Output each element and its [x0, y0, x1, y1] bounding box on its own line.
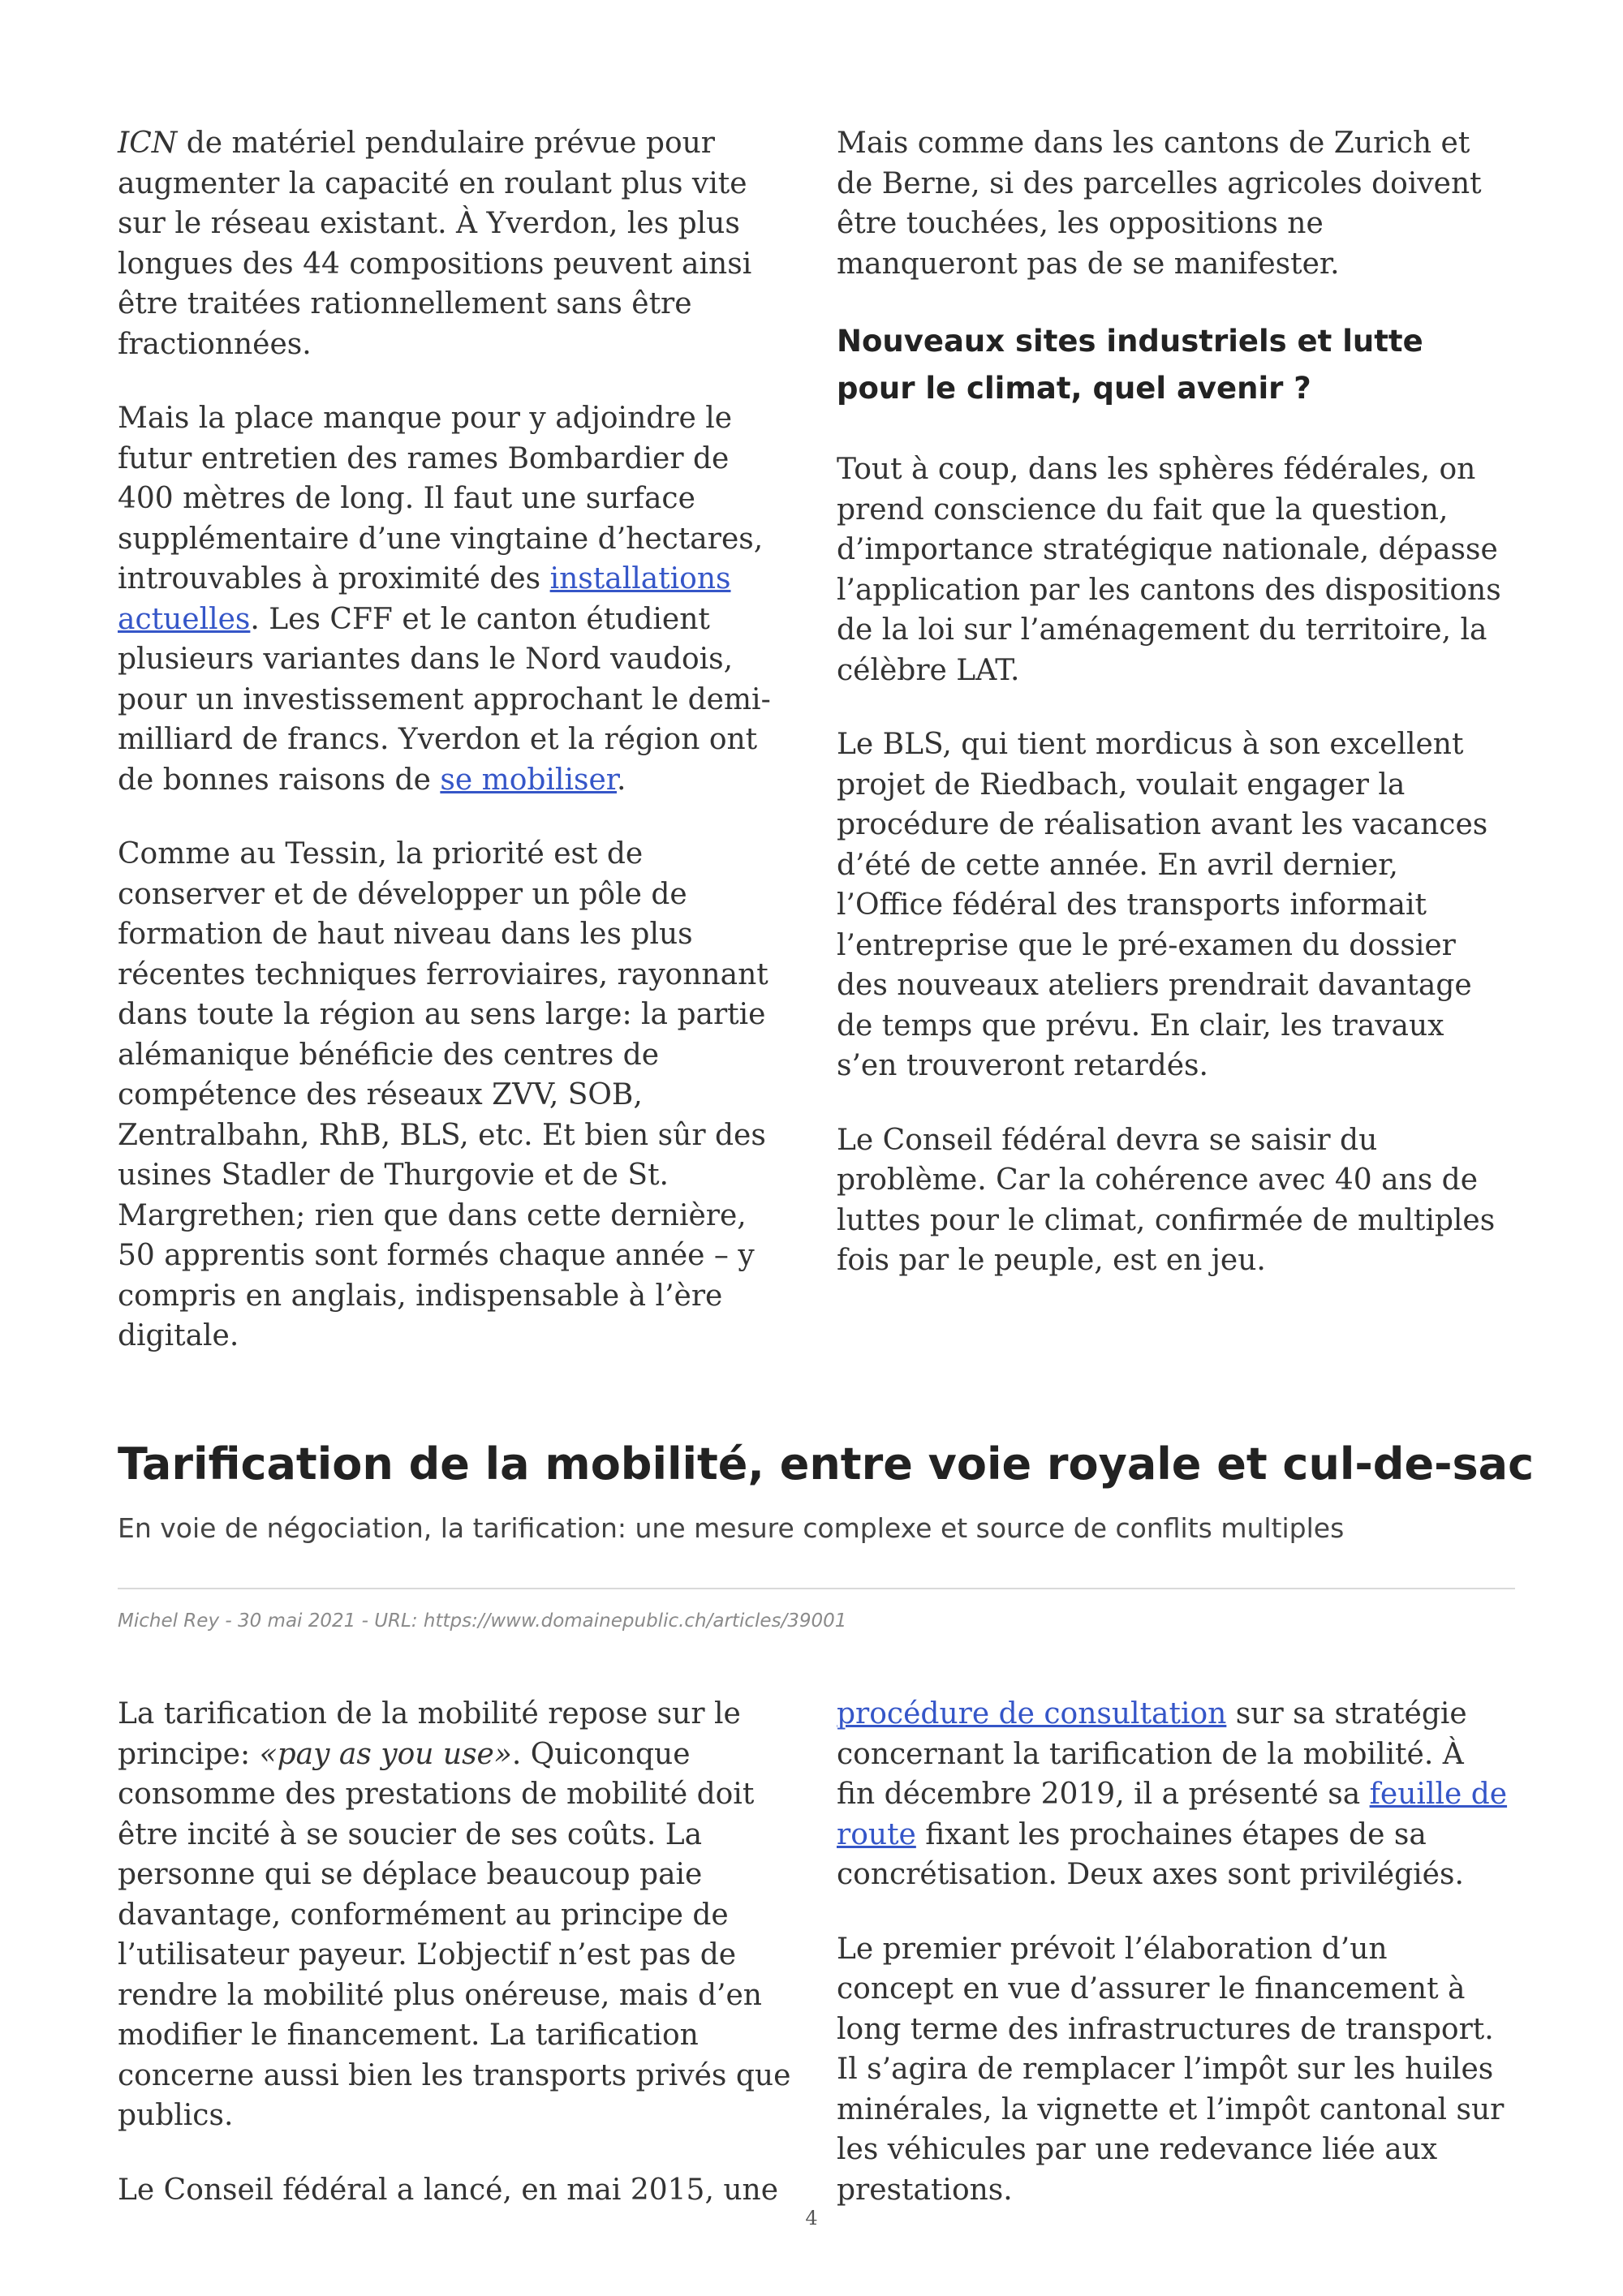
- paragraph-text: sur sa stratégie concernant la tarification de la mobilité. À fin décembre 2019, il a présenté sa: [837, 1697, 1467, 1811]
- se-mobiliser-link[interactable]: se mobiliser: [440, 763, 617, 797]
- article-title: Tarification de la mobilité, entre voie royale et cul-de-sac: [118, 1438, 1535, 1490]
- article-right-column: [837, 1694, 1510, 2210]
- header-divider: [118, 1588, 1515, 1589]
- paragraph-text: La tarification de la mobilité repose sur le principe:: [118, 1697, 741, 1771]
- article-left-column: [118, 1694, 791, 2210]
- paragraph-text: fixant les prochaines étapes de sa concrétisation. Deux axes sont privilégiés.: [837, 1817, 1464, 1891]
- paragraph-text: . Quiconque consomme des prestations de mobilité doit être incité à se soucier de ses coûts. La personne qui se déplace beaucoup paie davantage, conformément au principe de l’utilisateur payeur. L’objectif n’est pas de rendre la mobilité plus onéreuse, mais d’en modifier le financement. La tarification concerne aussi bien les transports privés que publics.: [118, 1737, 791, 2132]
- article-subtitle: En voie de négociation, la tarification: une mesure complexe et source de conflits multiples: [118, 1512, 1345, 1544]
- paragraph-icn-equipment: [118, 123, 791, 364]
- paragraph-federal-council-launch: Le Conseil fédéral a lancé, en mai 2015, une: [118, 2173, 779, 2207]
- feuille-de-route-link[interactable]: feuille de route: [837, 1778, 1508, 1851]
- paragraph-first-axis: Le premier prévoit l’élaboration d’un concept en vue d’assurer le financement à long terme des infrastructures de transport. Il s’agira de remplacer l’impôt sur les huiles minérales, la vignette et l’impôt cantonal sur les véhicules par une redevance liée aux prestations.: [837, 1932, 1505, 2207]
- paragraph-text: . Les CFF et le canton étudient plusieurs variantes dans le Nord vaudois, pour un investissement approchant le demi-milliard de francs. Yverdon et la région ont de bonnes raisons de: [118, 602, 771, 797]
- paragraph-federal-awareness: Tout à coup, dans les sphères fédérales, on prend conscience du fait que la question, d’importance stratégique nationale, dépasse l’application par les cantons des dispositions de la loi sur l’aménagement du territoire, la célèbre LAT.: [837, 453, 1501, 687]
- paragraph-text: Mais la place manque pour y adjoindre le futur entretien des rames Bombardier de 400 mètres de long. Il faut une surface supplémentaire d’une vingtaine d’hectares, introuvables à proximité des: [118, 402, 764, 595]
- procedure-de-consultation-link[interactable]: procédure de consultation: [837, 1697, 1227, 1731]
- article-byline: Michel Rey - 30 mai 2021 - URL: https://www.domainepublic.ch/articles/39001: [118, 1610, 847, 1632]
- section-subheading: Nouveaux sites industriels et lutte pour le climat, quel avenir ?: [837, 324, 1423, 406]
- pay-as-you-use-quote: «pay as you use»: [259, 1737, 512, 1771]
- paragraph-text: de matériel pendulaire prévue pour augmenter la capacité en roulant plus vite sur le réseau existant. À Yverdon, les plus longues des 44 compositions peuvent ainsi être traitées rationnellement sans être fractionnées.: [118, 127, 752, 361]
- page-number: 4: [805, 2207, 818, 2229]
- paragraph-pay-as-you-use: [118, 1694, 791, 2136]
- paragraph-text: .: [617, 763, 626, 797]
- previous-article-right-column: [837, 123, 1510, 1281]
- previous-article-left-column: [118, 123, 791, 1357]
- icn-term: ICN: [118, 127, 178, 160]
- paragraph-bls-riedbach: Le BLS, qui tient mordicus à son excellent projet de Riedbach, voulait engager la procédure de réalisation avant les vacances d’été de cette année. En avril dernier, l’Office fédéral des transports informait l’entreprise que le pré-examen du dossier des nouveaux ateliers prendrait davantage de temps que prévu. En clair, les travaux s’en trouveront retardés.: [837, 728, 1488, 1082]
- paragraph-ticino-training: Comme au Tessin, la priorité est de conserver et de développer un pôle de formation de haut niveau dans les plus récentes techniques ferroviaires, rayonnant dans toute la région au sens large: la partie alémanique bénéficie des centres de compétence des réseaux ZVV, SOB, Zentralbahn, RhB, BLS, etc. Et bien sûr des usines Stadler de Thurgovie et de St. Margrethen; rien que dans cette dernière, 50 apprentis sont formés chaque année – y compris en anglais, indispensable à l’ère digitale.: [118, 837, 768, 1352]
- paragraph-oppositions: Mais comme dans les cantons de Zurich et de Berne, si des parcelles agricoles doivent être touchées, les oppositions ne manqueront pas de se manifester.: [837, 127, 1482, 281]
- paragraph-federal-council: Le Conseil fédéral devra se saisir du problème. Car la cohérence avec 40 ans de luttes pour le climat, confirmée de multiples fois par le peuple, est en jeu.: [837, 1123, 1496, 1277]
- paragraph-consultation: [837, 1694, 1510, 1895]
- paragraph-missing-space: [118, 398, 791, 800]
- installations-actuelles-link[interactable]: installations actuelles: [118, 562, 731, 636]
